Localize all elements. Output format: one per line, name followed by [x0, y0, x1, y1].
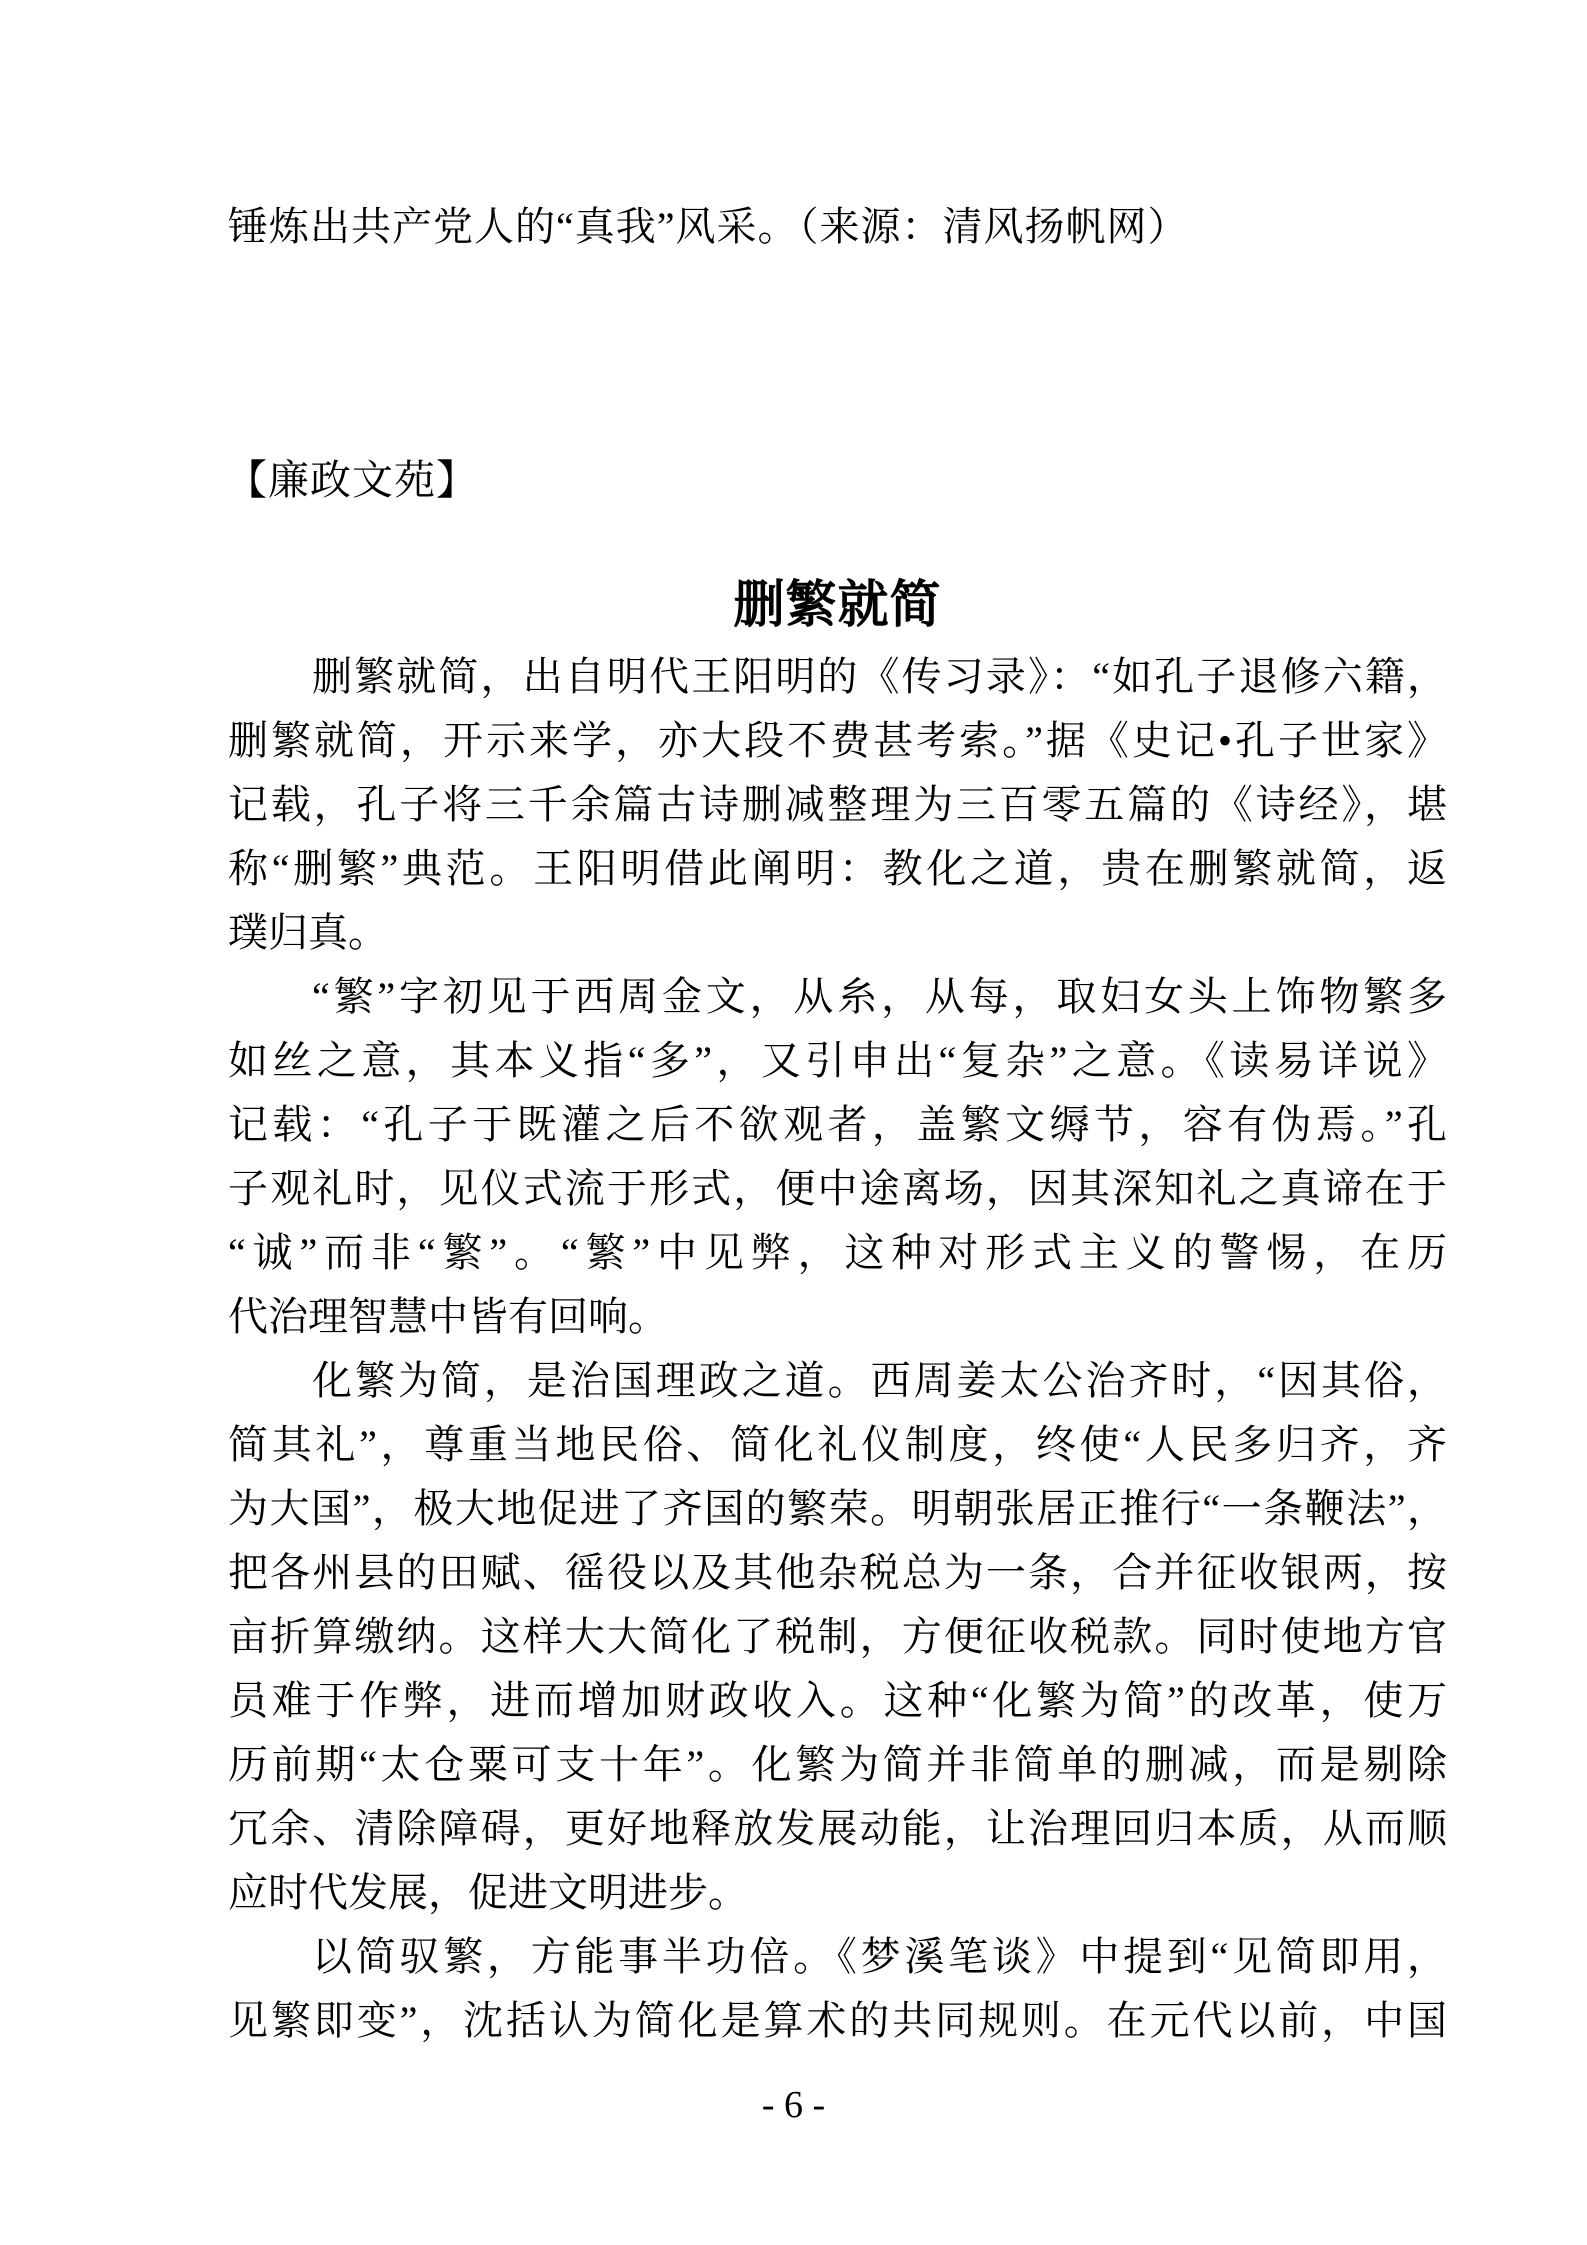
paragraph-3-line-8: 冗余、清除障碍，更好地释放发展动能，让治理回归本质，从而顺 [228, 1806, 1447, 1851]
paragraph-1-line-5: 璞归真。 [228, 910, 388, 955]
paragraph-3-line-2: 简其礼”，尊重当地民俗、简化礼仪制度，终使“人民多归齐，齐 [228, 1422, 1447, 1467]
paragraph-3-line-1: 化繁为简，是治国理政之道。西周姜太公治齐时，“因其俗， [312, 1358, 1447, 1403]
paragraph-1-line-4: 称“删繁”典范。王阳明借此阐明：教化之道，贵在删繁就简，返 [228, 846, 1447, 891]
paragraph-4-line-2: 见繁即变”，沈括认为简化是算术的共同规则。在元代以前，中国 [228, 1998, 1447, 2043]
paragraph-2-line-3: 记载：“孔子于既灌之后不欲观者，盖繁文缛节，容有伪焉。”孔 [228, 1102, 1447, 1147]
paragraph-1-line-1: 删繁就简，出自明代王阳明的《传习录》：“如孔子退修六籍， [312, 654, 1447, 699]
paragraph-4-line-1: 以简驭繁，方能事半功倍。《梦溪笔谈》中提到“见简即用， [312, 1934, 1447, 1979]
paragraph-1-line-2: 删繁就简，开示来学，亦大段不费甚考索。”据《史记•孔子世家》 [228, 718, 1447, 763]
section-header: 【廉政文苑】 [226, 457, 478, 503]
paragraph-2-line-4: 子观礼时，见仪式流于形式，便中途离场，因其深知礼之真谛在于 [228, 1166, 1447, 1211]
paragraph-2-line-5: “诚”而非“繁”。“繁”中见弊，这种对形式主义的警惕，在历 [228, 1230, 1447, 1275]
paragraph-3-line-3: 为大国”，极大地促进了齐国的繁荣。明朝张居正推行“一条鞭法”， [228, 1486, 1447, 1531]
paragraph-2-line-6: 代治理智慧中皆有回响。 [228, 1294, 668, 1339]
paragraph-2-line-1: “繁”字初见于西周金文，从糸，从每，取妇女头上饰物繁多 [312, 974, 1447, 1019]
paragraph-3-line-4: 把各州县的田赋、徭役以及其他杂税总为一条，合并征收银两，按 [228, 1550, 1447, 1595]
paragraph-3-line-9: 应时代发展，促进文明进步。 [228, 1870, 748, 1915]
page-number: - 6 - [761, 2084, 826, 2126]
article-title: 删繁就简 [733, 578, 942, 634]
paragraph-2-line-2: 如丝之意，其本义指“多”，又引申出“复杂”之意。《读易详说》 [228, 1038, 1447, 1083]
paragraph-3-line-6: 员难于作弊，进而增加财政收入。这种“化繁为简”的改革，使万 [228, 1678, 1447, 1723]
paragraph-1-line-3: 记载，孔子将三千余篇古诗删减整理为三百零五篇的《诗经》，堪 [228, 782, 1447, 827]
paragraph-3-line-7: 历前期“太仓粟可支十年”。化繁为简并非简单的删减，而是剔除 [228, 1742, 1447, 1787]
continued-paragraph-line: 锤炼出共产党人的“真我”风采。（来源：清风扬帆网） [228, 204, 1189, 249]
paragraph-3-line-5: 亩折算缴纳。这样大大简化了税制，方便征收税款。同时使地方官 [228, 1614, 1447, 1659]
article-body [228, 645, 1447, 2053]
